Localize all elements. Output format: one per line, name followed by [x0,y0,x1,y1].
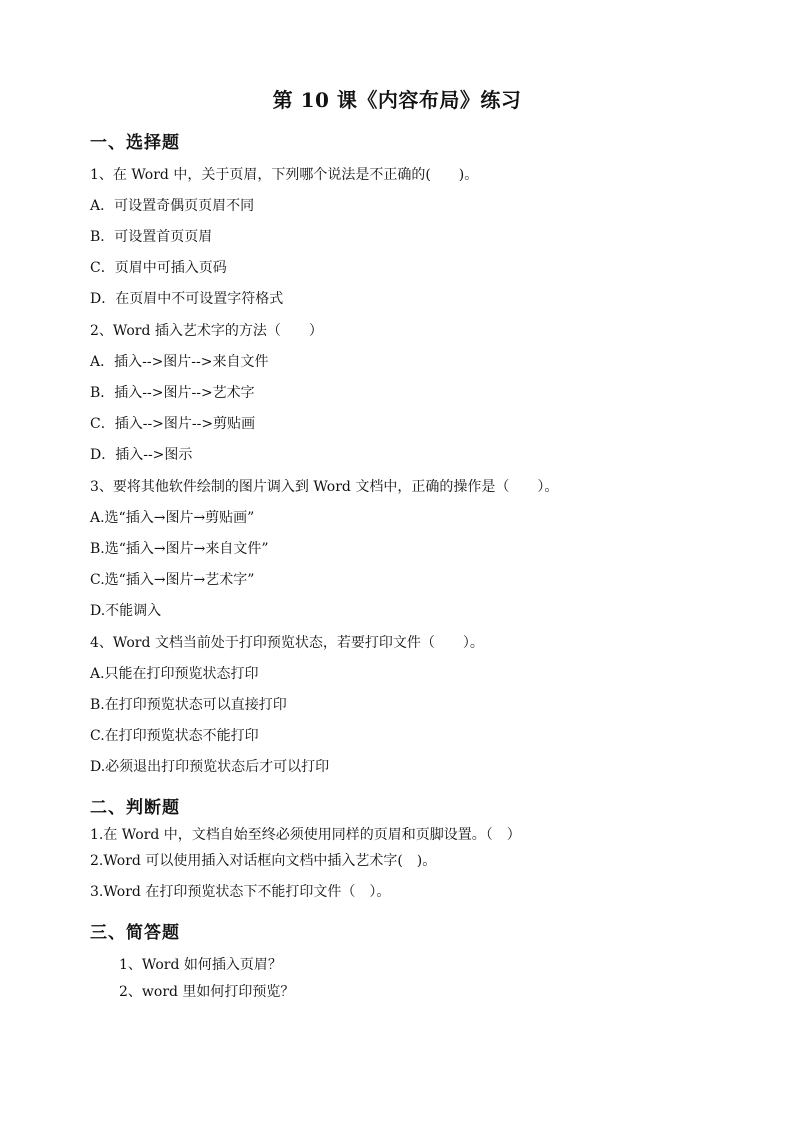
question-2-stem: 2、Word 插入艺术字的方法（ ） [90,323,323,339]
question-3-option-b: B.选“插入→图片→来自文件” [90,541,269,557]
question-1-option-b: B．可设置首页页眉 [90,229,213,245]
section-heading-short: 三、简答题 [90,923,180,943]
short-answer-1: 1、Word 如何插入页眉？ [119,957,282,973]
question-4-option-b: B.在打印预览状态可以直接打印 [90,697,287,713]
question-4-option-a: A.只能在打印预览状态打印 [90,666,259,682]
question-4-option-c: C.在打印预览状态不能打印 [90,728,259,744]
question-3-stem: 3、要将其他软件绘制的图片调入到 Word 文档中，正确的操作是（ ）。 [90,479,559,495]
question-4-stem: 4、Word 文档当前处于打印预览状态，若要打印文件（ ）。 [90,635,484,651]
judge-item-2: 2.Word 可以使用插入对话框向文档中插入艺术字( )。 [90,853,437,869]
question-3-option-d: D.不能调入 [90,603,162,619]
question-2-option-c: C．插入-->图片-->剪贴画 [90,416,256,432]
question-3-option-a: A.选“插入→图片→剪贴画” [90,510,255,526]
page-title: 第 10 课《内容布局》练习 [272,88,522,112]
question-1-option-a: A．可设置奇偶页页眉不同 [90,198,255,214]
judge-item-3: 3.Word 在打印预览状态下不能打印文件（ ）。 [90,884,391,900]
question-1-option-c: C．页眉中可插入页码 [90,260,227,276]
judge-item-1: 1.在 Word 中，文档自始至终必须使用同样的页眉和页脚设置。（ ） [90,827,521,843]
question-3-option-c: C.选“插入→图片→艺术字” [90,572,255,588]
question-2-option-d: D．插入-->图示 [90,447,193,463]
section-heading-choice: 一、选择题 [90,133,180,153]
question-2-option-b: B．插入-->图片-->艺术字 [90,385,255,401]
question-2-option-a: A．插入-->图片-->来自文件 [90,354,269,370]
section-heading-judge: 二、判断题 [90,798,180,818]
question-1-option-d: D．在页眉中不可设置字符格式 [90,291,284,307]
short-answer-2: 2、word 里如何打印预览？ [119,984,295,1000]
question-1-stem: 1、在 Word 中，关于页眉，下列哪个说法是不正确的( )。 [90,167,479,183]
question-4-option-d: D.必须退出打印预览状态后才可以打印 [90,759,330,775]
